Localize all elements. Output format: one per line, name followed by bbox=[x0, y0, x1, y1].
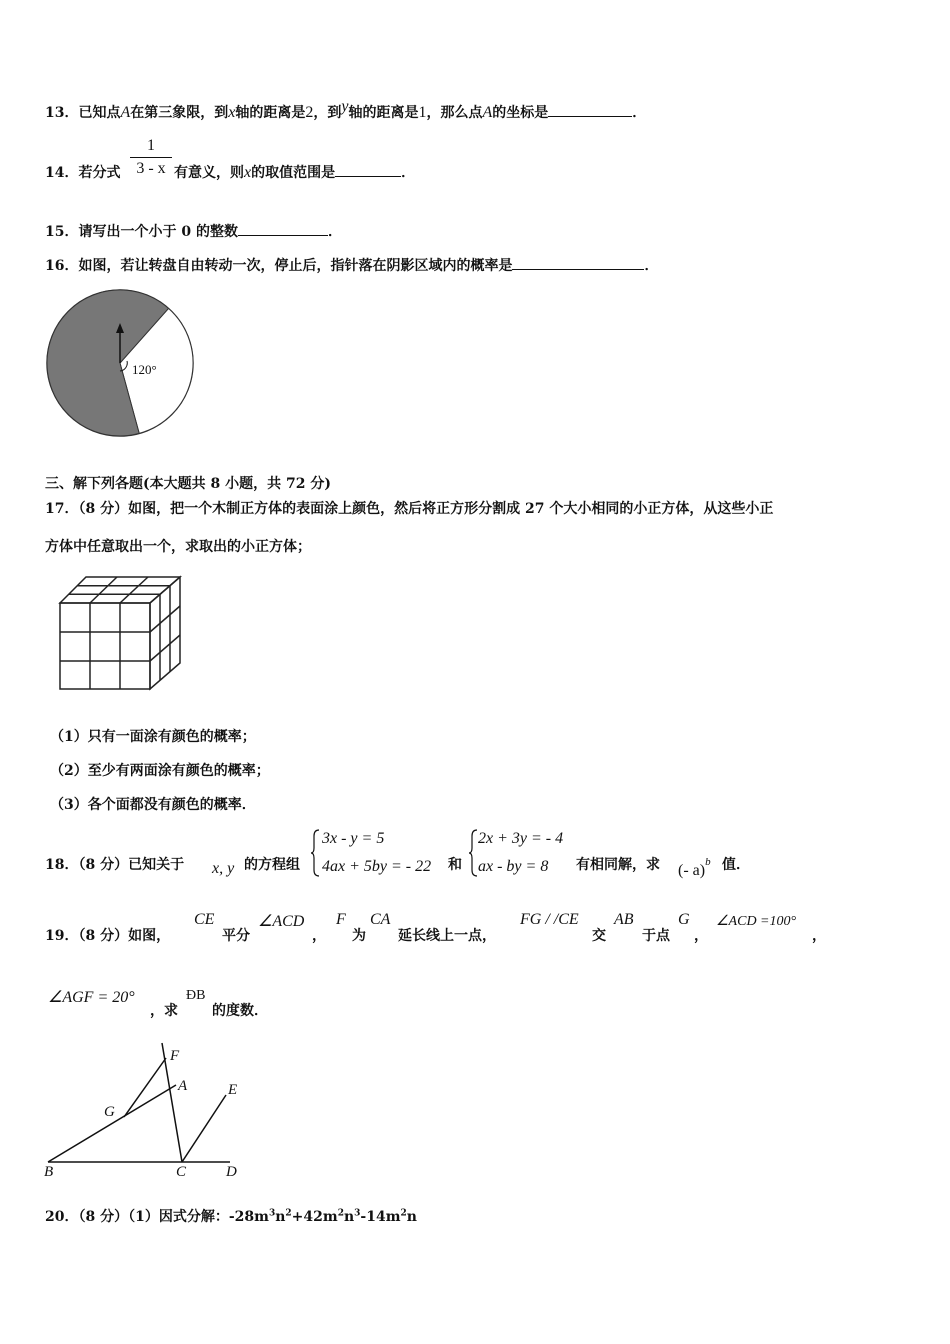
question-13 bbox=[45, 98, 647, 122]
label-f: F bbox=[170, 1048, 180, 1064]
q15-text: 15．请写出一个小于 0 的整数 bbox=[45, 224, 238, 240]
q13-text-2: 在第三象限，到 bbox=[130, 105, 229, 121]
q19-angle-acd: ∠ACD bbox=[258, 913, 305, 930]
q14-text-2: 有意义，则 bbox=[174, 165, 244, 181]
q19-text-2 bbox=[352, 925, 366, 945]
line-gf bbox=[124, 1058, 166, 1117]
q14-answer-blank bbox=[335, 175, 401, 177]
question-19 bbox=[45, 925, 170, 945]
q18-value-text: 值． bbox=[722, 857, 750, 873]
cube-front-face bbox=[60, 603, 150, 689]
q19-ab: AB bbox=[614, 911, 634, 928]
question-16 bbox=[45, 255, 658, 275]
q14-tail bbox=[174, 162, 415, 182]
q19-text-4 bbox=[592, 925, 606, 945]
q18-number: 18．（8 分）已知关于 bbox=[45, 857, 185, 873]
q20-exp-3: 2 bbox=[337, 1208, 344, 1219]
q13-text-3: 轴的距离是 bbox=[235, 105, 306, 121]
q18-equation-2: 4ax + 5by = - 22 bbox=[322, 858, 432, 875]
question-14 bbox=[45, 162, 120, 182]
q18-brace-1 bbox=[310, 828, 320, 878]
q19-angle-agf-20: ∠AGF = 20° bbox=[48, 989, 135, 1006]
q19-find: ，求 bbox=[150, 1003, 178, 1019]
q19-is: 为 bbox=[352, 928, 366, 944]
q16-answer-blank bbox=[512, 268, 644, 270]
q18-brace-2 bbox=[468, 828, 478, 878]
q14-numerator: 1 bbox=[147, 137, 155, 154]
q13-point-a: A bbox=[120, 104, 131, 121]
q18-system-label: 的方程组 bbox=[244, 857, 300, 873]
q18-equation-3: 2x + 3y = - 4 bbox=[478, 830, 564, 847]
q13-text-7: 的坐标是 bbox=[492, 105, 549, 121]
q19-comma-2 bbox=[694, 925, 708, 945]
q14-fraction bbox=[130, 137, 172, 178]
q18-expr-exponent: b bbox=[705, 856, 711, 868]
q14-text-1: 若分式 bbox=[78, 165, 121, 181]
q19-text-6 bbox=[150, 1000, 178, 1020]
line-ba bbox=[48, 1085, 176, 1162]
q18-find-text: 有相同解，求 bbox=[576, 857, 660, 873]
label-e: E bbox=[228, 1082, 238, 1098]
q20-exp-4: 3 bbox=[354, 1208, 361, 1219]
q20-text-3: +42m bbox=[291, 1209, 338, 1225]
q18-vars: x, y bbox=[212, 860, 235, 877]
label-b: B bbox=[44, 1164, 54, 1180]
q19-comma-3-text: ， bbox=[812, 928, 826, 944]
q19-angle-b: ÐB bbox=[186, 988, 206, 1003]
section-3-heading bbox=[45, 473, 331, 493]
q19-number: 19．（8 分）如图， bbox=[45, 928, 171, 944]
q13-text-6: ，那么点 bbox=[426, 105, 483, 121]
q17-sub-2-text: （2）至少有两面涂有颜色的概率； bbox=[50, 763, 270, 779]
q14-number: 14． bbox=[45, 165, 79, 181]
q13-number: 13． bbox=[45, 105, 79, 121]
q15-end: ． bbox=[327, 224, 342, 240]
q16-text: 16．如图，若让转盘自由转动一次，停止后，指针落在阴影区域内的概率是 bbox=[45, 258, 513, 274]
q16-end: ． bbox=[644, 258, 659, 274]
q19-fg-parallel-ce: FG / /CE bbox=[520, 911, 579, 928]
q20-text-6: n bbox=[406, 1209, 417, 1225]
q18-text-2 bbox=[576, 854, 660, 874]
q19-geometry-figure bbox=[40, 1038, 250, 1180]
q19-ca: CA bbox=[370, 911, 391, 928]
q17-sub-1-text: （1）只有一面涂有颜色的概率； bbox=[50, 729, 256, 745]
q20-exp-5: 2 bbox=[400, 1208, 407, 1219]
q13-value-1: 1 bbox=[418, 104, 427, 121]
label-c: C bbox=[176, 1164, 187, 1180]
q20-text-5: -14m bbox=[360, 1209, 401, 1225]
q13-value-2: 2 bbox=[305, 104, 314, 121]
q13-end: ． bbox=[632, 105, 647, 121]
spinner-figure bbox=[40, 283, 200, 443]
q13-x-var: x bbox=[228, 104, 236, 121]
q13-y-var: y bbox=[341, 98, 349, 115]
q18-expr-base: (- a) bbox=[678, 862, 706, 879]
q19-bisects: 平分 bbox=[222, 928, 250, 944]
line-ce bbox=[182, 1095, 226, 1162]
q19-intersects: 交 bbox=[592, 928, 606, 944]
q17-text-line-1: 17．（8 分）如图，把一个木制正方体的表面涂上颜色，然后将正方形分割成 27 个大小相同的小正方体，从这些小正 bbox=[45, 501, 774, 517]
section-3-heading-text: 三、解下列各题(本大题共 8 小题，共 72 分) bbox=[45, 476, 331, 492]
question-18 bbox=[45, 854, 184, 874]
q17-sub-3 bbox=[50, 794, 256, 814]
q13-answer-blank bbox=[548, 115, 632, 117]
q13-text-5: 轴的距离是 bbox=[348, 105, 419, 121]
q18-and-text: 和 bbox=[448, 857, 462, 873]
q13-text-4: ，到 bbox=[313, 105, 342, 121]
q19-comma-2-text: ， bbox=[694, 928, 708, 944]
q18-text-3 bbox=[722, 854, 750, 874]
q13-text-1: 已知点 bbox=[78, 105, 121, 121]
q19-comma-1-text: ， bbox=[312, 928, 326, 944]
q15-answer-blank bbox=[238, 234, 328, 236]
q19-comma-3 bbox=[812, 925, 826, 945]
label-a: A bbox=[178, 1078, 188, 1094]
q18-and bbox=[448, 854, 462, 874]
q19-f: F bbox=[336, 911, 346, 928]
q18-equation-1: 3x - y = 5 bbox=[322, 830, 385, 847]
q17-text-line-2: 方体中任意取出一个，求取出的小正方体； bbox=[45, 539, 311, 555]
q14-x-var: x bbox=[244, 164, 252, 181]
question-17-line-1 bbox=[45, 498, 773, 518]
q18-text-1 bbox=[244, 854, 300, 874]
q17-sub-3-text: （3）各个面都没有颜色的概率． bbox=[50, 797, 256, 813]
q17-sub-1 bbox=[50, 726, 256, 746]
question-20 bbox=[45, 1206, 417, 1226]
q19-at-point: 于点 bbox=[642, 928, 670, 944]
q18-expression bbox=[678, 856, 711, 880]
q14-denominator: 3 - x bbox=[136, 160, 166, 177]
question-15 bbox=[45, 221, 342, 241]
q19-ce: CE bbox=[194, 911, 215, 928]
q20-text: 20．（8 分）（1）因式分解：-28m bbox=[45, 1209, 269, 1225]
cube-figure bbox=[55, 572, 190, 694]
label-d: D bbox=[226, 1164, 237, 1180]
q19-text-7 bbox=[212, 1000, 268, 1020]
q18-equation-4: ax - by = 8 bbox=[478, 858, 549, 875]
q19-text-3 bbox=[398, 925, 496, 945]
q19-text-5 bbox=[642, 925, 670, 945]
q19-text-1 bbox=[222, 925, 250, 945]
q14-text-3: 的取值范围是 bbox=[251, 165, 336, 181]
q17-sub-2 bbox=[50, 760, 270, 780]
q19-g: G bbox=[678, 911, 690, 928]
cube-top-face bbox=[60, 577, 180, 603]
q19-extension: 延长线上一点， bbox=[398, 928, 496, 944]
q19-degree-text: 的度数． bbox=[212, 1003, 268, 1019]
q19-comma-1 bbox=[312, 925, 326, 945]
spinner-angle-label: 120° bbox=[132, 362, 157, 377]
q20-exp-1: 3 bbox=[268, 1208, 276, 1219]
question-17-line-2 bbox=[45, 536, 311, 556]
q14-fraction-bar bbox=[130, 157, 172, 158]
q14-end: ． bbox=[401, 165, 416, 181]
q19-angle-acd-100: ∠ACD =100° bbox=[716, 914, 797, 929]
q13-point-a-2: A bbox=[482, 104, 493, 121]
q20-text-4: n bbox=[343, 1209, 355, 1225]
label-g: G bbox=[104, 1104, 115, 1120]
q20-text-2: n bbox=[275, 1209, 286, 1225]
q20-exp-2: 2 bbox=[285, 1208, 292, 1219]
